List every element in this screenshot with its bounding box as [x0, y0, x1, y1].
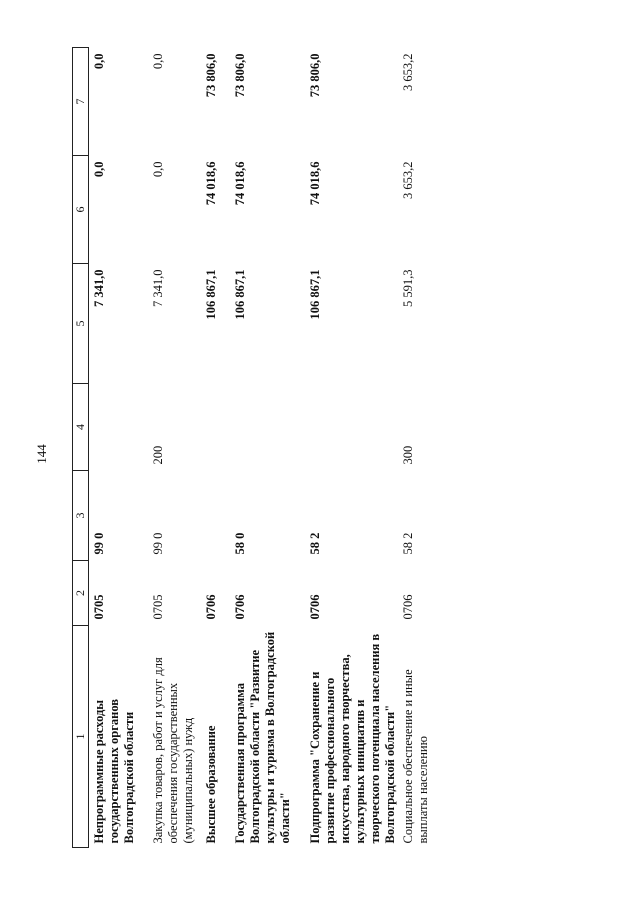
amount-col5: 106 867,1: [204, 269, 218, 320]
amount-col7: 0,0: [151, 53, 165, 70]
section-code: 0706: [233, 594, 247, 620]
expense-type: [230, 384, 305, 471]
table-row: [230, 48, 305, 848]
table-header: [73, 48, 89, 848]
column-header-6: 6: [73, 156, 89, 264]
section-code: 0705: [92, 594, 106, 620]
table-body: [89, 48, 442, 848]
budget-table: [72, 47, 441, 848]
row-name: Непрограммные расходы государственных органов Волгоградской области: [92, 698, 136, 844]
column-header-5: 5: [73, 264, 89, 384]
table-row: [201, 48, 230, 848]
target-article: [201, 471, 230, 561]
amount-col5: 5 591,3: [401, 269, 415, 307]
amount-col6: 74 018,6: [308, 161, 322, 206]
amount-col7: 0,0: [92, 53, 106, 70]
column-header-2: 2: [73, 561, 89, 626]
target-article: 58 2: [401, 532, 415, 555]
row-name: Государственная программа Волгоградской области "Развитие культуры и туризма в Волгоградской области": [233, 631, 292, 844]
row-name: Высшее образование: [204, 725, 218, 844]
target-article: 99 0: [92, 532, 106, 555]
column-header-4: 4: [73, 384, 89, 471]
target-article: 99 0: [151, 532, 165, 555]
page-number: 144: [34, 444, 49, 464]
target-article: 58 0: [233, 532, 247, 555]
target-article: 58 2: [308, 532, 322, 555]
row-name: Закупка товаров, работ и услуг для обеспечения государственных (муниципальных) нужд: [151, 657, 195, 844]
amount-col7: 73 806,0: [233, 53, 247, 98]
amount-col6: 74 018,6: [233, 161, 247, 206]
amount-col6: 0,0: [151, 161, 165, 178]
expense-type: [305, 384, 398, 471]
amount-col7: 73 806,0: [204, 53, 218, 98]
expense-type: 300: [401, 445, 415, 465]
expense-type: 200: [151, 445, 165, 465]
table-row: [305, 48, 398, 848]
column-header-1: 1: [73, 626, 89, 848]
section-code: 0706: [204, 594, 218, 620]
amount-col7: 3 653,2: [401, 53, 415, 91]
section-code: 0706: [308, 594, 322, 620]
amount-col5: 106 867,1: [233, 269, 247, 320]
amount-col6: 3 653,2: [401, 161, 415, 199]
table-row: [89, 48, 149, 848]
amount-col5: 7 341,0: [151, 269, 165, 307]
rotated-table-container: [72, 48, 572, 848]
column-number-row: [73, 48, 89, 848]
row-name: Подпрограмма "Сохранение и развитие профессионального искусства, народного творчества, культурных инициатив и творческого потенциала населения в Волгоградской области": [308, 633, 397, 844]
amount-col5: 106 867,1: [308, 269, 322, 320]
section-code: 0705: [151, 594, 165, 620]
expense-type: [89, 384, 149, 471]
table-row: [398, 48, 441, 848]
section-code: 0706: [401, 594, 415, 620]
amount-col7: 73 806,0: [308, 53, 322, 98]
column-header-3: 3: [73, 471, 89, 561]
column-header-7: 7: [73, 48, 89, 156]
amount-col6: 0,0: [92, 161, 106, 178]
row-name: Социальное обеспечение и иные выплаты населению: [401, 669, 430, 844]
table-row: [148, 48, 201, 848]
amount-col6: 74 018,6: [204, 161, 218, 206]
expense-type: [201, 384, 230, 471]
amount-col5: 7 341,0: [92, 269, 106, 307]
